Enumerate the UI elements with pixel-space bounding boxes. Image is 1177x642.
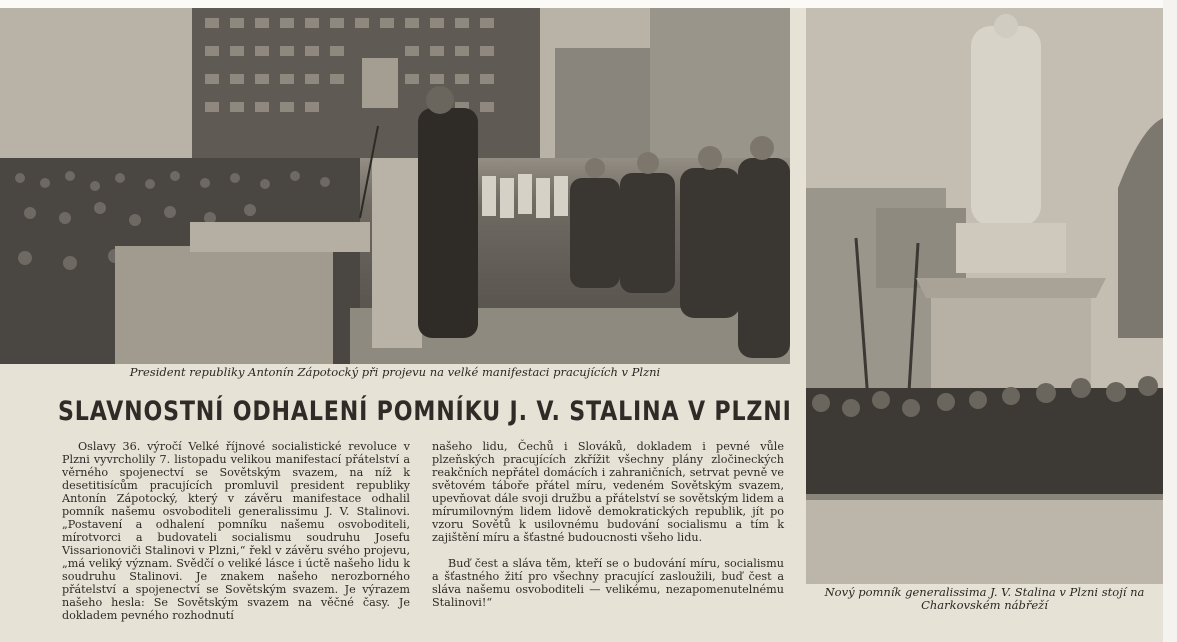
vertical-scrollbar[interactable] xyxy=(1163,0,1177,642)
photo-caption-right xyxy=(806,586,1163,612)
article-paragraph: našeho lidu, Čechů i Slováků, dokladem i pevné vůle plzeňských pracujících zkřížit všechny plány zločineckých reakčních nepřátel domácích i zahraničních, setrvat pevně ve světovém táboře přátel míru, vedeném Sovětským svazem, upevňovat dále svoji družbu a přátelství se sovětským lidem a mírumilovným lidem lidově demokratických republik, jít po vzoru Sovětů k usilovnému budování socialismu a tím k zajištění míru a šťastné budoucnosti všeho lidu. xyxy=(432,440,784,544)
photo-stalin-monument-illustration xyxy=(806,8,1163,584)
photo-caption-right-line-1: Nový pomník generalissima J. V. Stalina v Plzni stojí na xyxy=(824,585,1145,599)
article-paragraph: Buď čest a sláva těm, kteří se o budování míru, socialismu a šťastného žití pro všechny pracující zasloužili, buď čest a sláva našemu osvoboditeli — velikému, nezapomenutelnému Stalinovi!“ xyxy=(432,557,784,609)
photo-president-speech-illustration xyxy=(0,8,790,364)
article-column-1 xyxy=(62,440,410,622)
top-strip xyxy=(0,0,1177,8)
photo-caption-right-line-2: Charkovském nábřeží xyxy=(921,598,1048,612)
photo-president-speech xyxy=(0,8,790,364)
article-headline: SLAVNOSTNÍ ODHALENÍ POMNÍKU J. V. STALINA V PLZNI xyxy=(58,396,792,427)
photo-stalin-monument xyxy=(806,8,1163,584)
photo-caption-left: President republiky Antonín Zápotocký při projevu na velké manifestaci pracujících v Plzni xyxy=(129,365,661,379)
article-paragraph: Oslavy 36. výročí Velké říjnové socialistické revoluce v Plzni vyvrcholily 7. listopadu velikou manifestací přátelství a věrného spojenectví se Sovětským svazem, na níž k desetitisícům pracujících promluvil president republiky Antonín Zápotocký, který v závěru manifestace odhalil pomník našemu osvoboditeli generalissimu J. V. Stalinovi. „Postavení a odhalení pomníku našemu osvoboditeli, mírotvorci a budovateli socialismu soudruhu Josefu Vissarionoviči Stalinovi v Plzni,“ řekl v závěru svého projevu, „má veliký význam. Svědčí o veliké lásce i úctě našeho lidu k soudruhu Stalinovi. Je znakem našeho nerozborného přátelství a spojenectví se Sovětským svazem. Je výrazem našeho hesla: Se Sovětským svazem na věčné časy. Je dokladem pevného rozhodnutí xyxy=(62,440,410,622)
article-column-2 xyxy=(432,440,784,609)
